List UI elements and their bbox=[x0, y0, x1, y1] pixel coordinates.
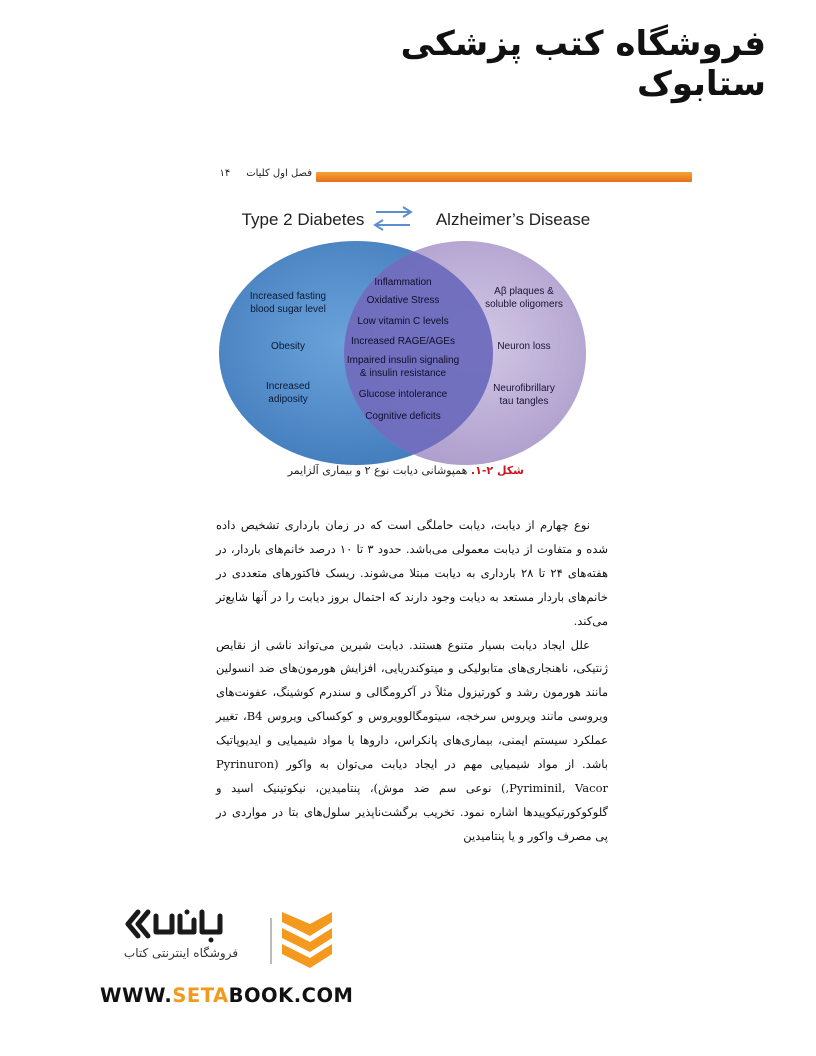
center-item-6-line-0: Cognitive deficits bbox=[365, 411, 441, 422]
figure-caption bbox=[214, 464, 524, 477]
left-title: Type 2 Diabetes bbox=[241, 210, 365, 229]
body-text bbox=[216, 514, 608, 849]
left-item-0-line-1: blood sugar level bbox=[250, 304, 326, 315]
right-item-1-line-0: Neuron loss bbox=[497, 341, 551, 352]
url-prefix: WWW. bbox=[100, 984, 173, 1007]
store-title: فروشگاه کتب پزشکی ستابوک bbox=[400, 24, 766, 104]
url-accent: SETA bbox=[172, 984, 229, 1007]
caption-text: همپوشانی دیابت نوع ۲ و بیماری آلزایمر bbox=[287, 464, 471, 477]
center-item-2-line-0: Low vitamin C levels bbox=[357, 316, 449, 327]
website-url[interactable] bbox=[100, 984, 353, 1007]
chapter-header bbox=[214, 168, 312, 179]
right-item-2-line-1: tau tangles bbox=[499, 396, 549, 407]
page-header bbox=[214, 166, 692, 188]
right-item-0-line-0: Aβ plaques & bbox=[494, 286, 554, 297]
right-item-0-line-1: soluble oligomers bbox=[485, 299, 563, 310]
center-item-4-line-1: & insulin resistance bbox=[359, 368, 447, 379]
center-item-5-line-0: Glucose intolerance bbox=[358, 389, 448, 400]
url-suffix: BOOK.COM bbox=[228, 984, 354, 1007]
right-item-2-line-0: Neurofibrillary bbox=[493, 383, 555, 394]
right-title: Alzheimer’s Disease bbox=[435, 210, 591, 229]
book-chevron-icon bbox=[270, 910, 336, 972]
chapter-title: فصل اول کلیات bbox=[246, 168, 312, 179]
bidirectional-arrows-icon bbox=[375, 207, 411, 230]
venn-diagram bbox=[214, 196, 692, 466]
left-item-0-line-0: Increased fasting bbox=[249, 291, 327, 302]
setabook-logo bbox=[86, 906, 356, 1016]
venn-diagram-figure bbox=[214, 196, 692, 466]
center-item-0-line-0: Inflammation bbox=[374, 277, 432, 288]
paragraph-1: نوع چهارم از دیابت، دیابت حاملگی است که در زمان بارداری تشخیص داده شده و متفاوت از دیابت معمولی می‌باشد. حدود ۳ تا ۱۰ درصد خانم‌های باردار، در هفته‌های ۲۴ تا ۲۸ بارداری به دیابت مبتلا می‌شوند. ریسک فاکتورهای متعددی در خانم‌های باردار مستعد به دیابت وجود دارند که احتمال بروز دیابت را در آنها شایع‌تر می‌کند. bbox=[216, 518, 609, 628]
center-item-1-line-0: Oxidative Stress bbox=[366, 295, 440, 306]
page-number: ۱۴ bbox=[219, 168, 231, 179]
logo-tagline: فروشگاه اینترنتی کتاب bbox=[123, 946, 239, 960]
left-item-1-line-0: Obesity bbox=[271, 341, 305, 352]
paragraph-2: علل ایجاد دیابت بسیار متنوع هستند. دیابت شیرین می‌تواند ناشی از نقایص ژنتیکی، ناهنجاری‌های متابولیکی و میتوکندریایی، افزایش هورمون‌های ضد انسولین مانند هورمون رشد و کورتیزول مثلاً در آکرومگالی و سندرم کوشینگ، عفونت‌های ویروسی مانند ویروس سرخجه، سیتومگالوویروس و کوکساکی ویروس B4، تغییر عملکرد سیستم ایمنی، بیماری‌های پانکراس، داروها یا مواد شیمیایی و ایدیوپاتیک باشد. از مواد شیمیایی مهم در ایجاد دیابت می‌توان به واکور (Pyrinuron ,Pyriminil, Vacor) نوعی سم ضد موش)، پنتامیدین، نیکوتینیک اسید و گلوکوکورتیکوییدها اشاره نمود. تخریب برگشت‌ناپذیر سلول‌های بتا در مواردی در پی مصرف واکور و یا پنتامیدین bbox=[216, 637, 608, 843]
left-item-2-line-1: adiposity bbox=[268, 394, 308, 405]
left-item-2-line-0: Increased bbox=[266, 381, 310, 392]
caption-label: شکل ۲-۱. bbox=[470, 464, 524, 477]
center-item-4-line-0: Impaired insulin signaling bbox=[346, 355, 460, 366]
center-item-3-line-0: Increased RAGE/AGEs bbox=[351, 336, 455, 347]
header-accent-bar bbox=[316, 172, 692, 182]
setabook-wordmark-icon bbox=[124, 906, 234, 948]
